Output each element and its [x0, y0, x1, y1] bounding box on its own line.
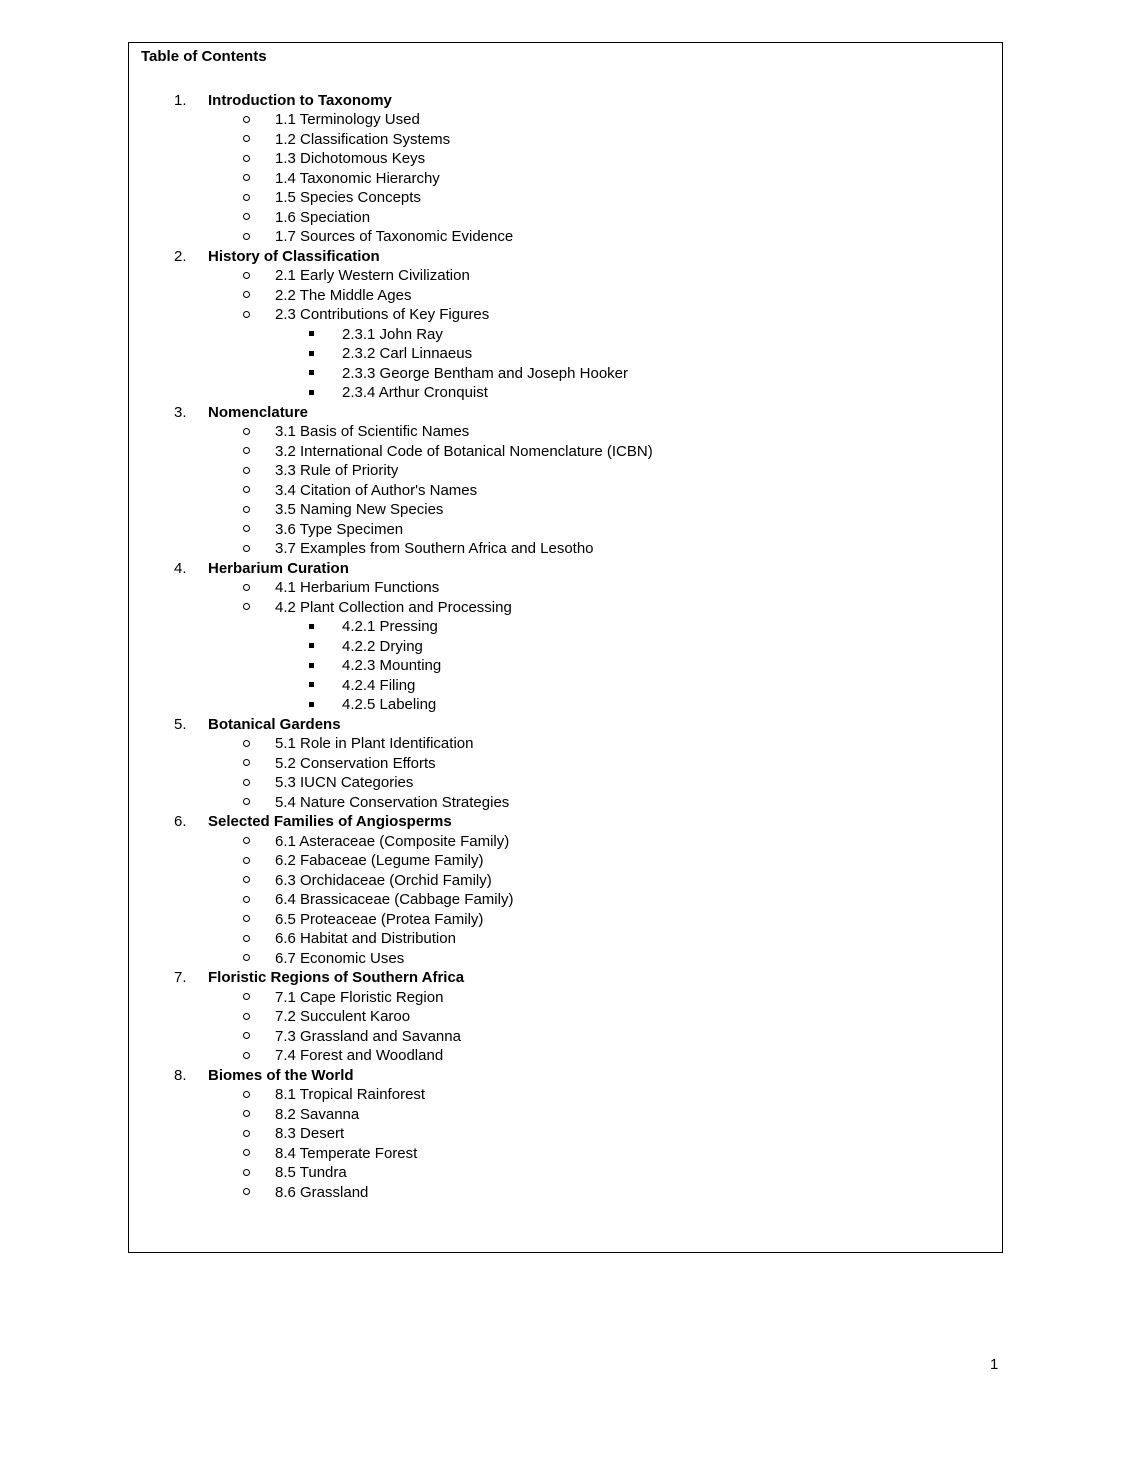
bullet-cell	[243, 773, 275, 793]
section-number: 3.	[174, 403, 187, 421]
bullet-cell	[243, 754, 275, 774]
circle-bullet-icon	[243, 740, 250, 747]
toc-item-row	[129, 305, 1002, 325]
toc-item-label: 8.5 Tundra	[275, 1164, 347, 1181]
square-bullet-icon	[309, 702, 314, 707]
toc-item-row	[129, 1085, 1002, 1105]
toc-subitem-label: 2.3.2 Carl Linnaeus	[342, 345, 473, 362]
toc-item-label: 6.3 Orchidaceae (Orchid Family)	[275, 871, 492, 889]
toc-item-row	[129, 539, 1002, 559]
bullet-cell	[309, 383, 342, 403]
bullet-cell	[309, 617, 342, 637]
circle-bullet-icon	[243, 545, 250, 552]
toc-item-row	[129, 169, 1002, 189]
circle-bullet-icon	[243, 1013, 250, 1020]
toc-item-row	[129, 442, 1002, 462]
bullet-cell	[309, 656, 342, 676]
toc-item-row	[129, 266, 1002, 286]
toc-item-label: 4.2 Plant Collection and Processing	[275, 598, 512, 616]
toc-item-label: 8.3 Desert	[275, 1125, 345, 1142]
section-title: Botanical Gardens	[208, 715, 341, 733]
section-title: Herbarium Curation	[208, 559, 349, 577]
toc-item-label: 3.3 Rule of Priority	[275, 462, 399, 479]
toc-subitem-label: 4.2.1 Pressing	[342, 618, 438, 635]
toc-item-label: 2.2 The Middle Ages	[275, 286, 412, 304]
toc-item-label: 6.5 Proteaceae (Protea Family)	[275, 910, 484, 928]
bullet-cell	[243, 988, 275, 1008]
bullet-cell	[243, 130, 275, 150]
square-bullet-icon	[309, 331, 314, 336]
circle-bullet-icon	[243, 1169, 250, 1176]
circle-bullet-icon	[243, 1032, 250, 1039]
toc-item-row	[129, 422, 1002, 442]
section-number: 1.	[174, 91, 187, 109]
toc-item-label: 5.3 IUCN Categories	[275, 774, 414, 791]
circle-bullet-icon	[243, 486, 250, 493]
circle-bullet-icon	[243, 1149, 250, 1156]
bullet-cell	[243, 110, 275, 130]
toc-item-row	[129, 851, 1002, 871]
toc-subitem-row	[129, 617, 1002, 637]
section-title: Selected Families of Angiosperms	[208, 813, 452, 830]
toc-item-row	[129, 149, 1002, 169]
toc-item-row	[129, 188, 1002, 208]
circle-bullet-icon	[243, 291, 250, 298]
circle-bullet-icon	[243, 525, 250, 532]
toc-item-row	[129, 286, 1002, 306]
toc-item-label: 3.2 International Code of Botanical Nomenclature (ICBN)	[275, 442, 653, 460]
circle-bullet-icon	[243, 857, 250, 864]
bullet-cell	[243, 500, 275, 520]
toc-section-row	[129, 1066, 1002, 1086]
square-bullet-icon	[309, 370, 314, 375]
page-number: 1	[990, 1356, 999, 1373]
toc-subitem-label: 4.2.4 Filing	[342, 676, 416, 694]
bullet-cell	[243, 1007, 275, 1027]
toc-item-label: 7.3 Grassland and Savanna	[275, 1027, 461, 1045]
toc-item-row	[129, 832, 1002, 852]
toc-item-label: 3.5 Naming New Species	[275, 501, 444, 518]
toc-item-label: 8.4 Temperate Forest	[275, 1144, 418, 1162]
bullet-cell	[243, 442, 275, 462]
circle-bullet-icon	[243, 506, 250, 513]
toc-item-row	[129, 949, 1002, 969]
circle-bullet-icon	[243, 135, 250, 142]
circle-bullet-icon	[243, 798, 250, 805]
toc-item-label: 1.6 Speciation	[275, 208, 371, 226]
square-bullet-icon	[309, 682, 314, 687]
bullet-cell	[243, 266, 275, 286]
bullet-cell	[243, 949, 275, 969]
toc-item-label: 6.2 Fabaceae (Legume Family)	[275, 852, 484, 869]
toc-subitem-label: 4.2.3 Mounting	[342, 657, 442, 674]
section-title: Floristic Regions of Southern Africa	[208, 969, 465, 986]
bullet-cell	[243, 578, 275, 598]
circle-bullet-icon	[243, 896, 250, 903]
bullet-cell	[243, 890, 275, 910]
section-title: Introduction to Taxonomy	[208, 91, 392, 109]
toc-item-label: 5.1 Role in Plant Identification	[275, 735, 474, 752]
toc-section-row	[129, 403, 1002, 423]
toc-subitem-row	[129, 344, 1002, 364]
bullet-cell	[243, 227, 275, 247]
circle-bullet-icon	[243, 759, 250, 766]
bullet-cell	[309, 676, 342, 696]
section-number: 5.	[174, 715, 187, 733]
toc-item-row	[129, 910, 1002, 930]
toc-subitem-label: 4.2.2 Drying	[342, 637, 423, 655]
bullet-cell	[243, 734, 275, 754]
circle-bullet-icon	[243, 194, 250, 201]
toc-item-label: 6.1 Asteraceae (Composite Family)	[275, 832, 510, 850]
toc-item-label: 2.1 Early Western Civilization	[275, 267, 470, 284]
toc-item-row	[129, 598, 1002, 618]
bullet-cell	[243, 305, 275, 325]
toc-list	[129, 91, 1002, 1203]
circle-bullet-icon	[243, 116, 250, 123]
toc-item-row	[129, 110, 1002, 130]
toc-item-row	[129, 1007, 1002, 1027]
circle-bullet-icon	[243, 447, 250, 454]
bullet-cell	[243, 910, 275, 930]
toc-section-row	[129, 247, 1002, 267]
bullet-cell	[243, 1183, 275, 1203]
toc-item-label: 7.4 Forest and Woodland	[275, 1047, 444, 1064]
toc-item-row	[129, 754, 1002, 774]
toc-item-row	[129, 130, 1002, 150]
section-title: Biomes of the World	[208, 1066, 354, 1084]
toc-item-label: 1.7 Sources of Taxonomic Evidence	[275, 228, 514, 245]
circle-bullet-icon	[243, 155, 250, 162]
circle-bullet-icon	[243, 1188, 250, 1195]
section-number: 8.	[174, 1066, 187, 1084]
toc-subitem-row	[129, 676, 1002, 696]
toc-item-label: 3.6 Type Specimen	[275, 520, 404, 538]
toc-item-row	[129, 1183, 1002, 1203]
circle-bullet-icon	[243, 1091, 250, 1098]
toc-item-label: 1.3 Dichotomous Keys	[275, 150, 426, 167]
circle-bullet-icon	[243, 311, 250, 318]
toc-item-row	[129, 1163, 1002, 1183]
circle-bullet-icon	[243, 233, 250, 240]
section-title: History of Classification	[208, 247, 380, 265]
toc-item-label: 4.1 Herbarium Functions	[275, 579, 440, 596]
bullet-cell	[243, 286, 275, 306]
bullet-cell	[243, 851, 275, 871]
toc-subitem-label: 4.2.5 Labeling	[342, 696, 437, 713]
toc-subitem-row	[129, 695, 1002, 715]
toc-subitem-row	[129, 383, 1002, 403]
toc-item-row	[129, 208, 1002, 228]
toc-item-row	[129, 1124, 1002, 1144]
circle-bullet-icon	[243, 213, 250, 220]
toc-item-row	[129, 773, 1002, 793]
toc-subitem-label: 2.3.3 George Bentham and Joseph Hooker	[342, 364, 629, 382]
toc-subitem-label: 2.3.4 Arthur Cronquist	[342, 384, 488, 401]
bullet-cell	[243, 871, 275, 891]
toc-item-row	[129, 461, 1002, 481]
toc-item-row	[129, 1027, 1002, 1047]
circle-bullet-icon	[243, 935, 250, 942]
bullet-cell	[243, 929, 275, 949]
toc-item-row	[129, 1105, 1002, 1125]
circle-bullet-icon	[243, 954, 250, 961]
square-bullet-icon	[309, 643, 314, 648]
bullet-cell	[243, 1085, 275, 1105]
bullet-cell	[309, 637, 342, 657]
toc-box	[128, 42, 1003, 1253]
circle-bullet-icon	[243, 1110, 250, 1117]
bullet-cell	[243, 832, 275, 852]
bullet-cell	[243, 169, 275, 189]
toc-item-row	[129, 1144, 1002, 1164]
toc-item-label: 6.6 Habitat and Distribution	[275, 930, 456, 947]
toc-item-row	[129, 793, 1002, 813]
toc-item-label: 1.2 Classification Systems	[275, 130, 451, 148]
toc-item-label: 1.4 Taxonomic Hierarchy	[275, 169, 440, 187]
bullet-cell	[243, 1163, 275, 1183]
bullet-cell	[243, 1105, 275, 1125]
circle-bullet-icon	[243, 174, 250, 181]
circle-bullet-icon	[243, 584, 250, 591]
toc-item-row	[129, 871, 1002, 891]
circle-bullet-icon	[243, 467, 250, 474]
circle-bullet-icon	[243, 876, 250, 883]
bullet-cell	[243, 481, 275, 501]
toc-item-row	[129, 988, 1002, 1008]
circle-bullet-icon	[243, 603, 250, 610]
circle-bullet-icon	[243, 272, 250, 279]
bullet-cell	[243, 520, 275, 540]
toc-item-row	[129, 500, 1002, 520]
bullet-cell	[243, 598, 275, 618]
bullet-cell	[243, 793, 275, 813]
toc-subitem-row	[129, 364, 1002, 384]
toc-item-label: 8.6 Grassland	[275, 1183, 369, 1201]
circle-bullet-icon	[243, 1052, 250, 1059]
toc-section-row	[129, 559, 1002, 579]
toc-item-label: 6.4 Brassicaceae (Cabbage Family)	[275, 891, 514, 908]
bullet-cell	[309, 344, 342, 364]
toc-subitem-row	[129, 656, 1002, 676]
bullet-cell	[243, 1124, 275, 1144]
toc-section-row	[129, 91, 1002, 111]
section-number: 2.	[174, 247, 187, 265]
toc-item-row	[129, 734, 1002, 754]
toc-item-label: 3.7 Examples from Southern Africa and Lesotho	[275, 540, 594, 557]
toc-section-row	[129, 812, 1002, 832]
section-number: 6.	[174, 813, 187, 830]
bullet-cell	[243, 1027, 275, 1047]
toc-item-label: 1.1 Terminology Used	[275, 111, 420, 128]
toc-subitem-row	[129, 325, 1002, 345]
circle-bullet-icon	[243, 428, 250, 435]
toc-item-label: 7.2 Succulent Karoo	[275, 1008, 411, 1025]
bullet-cell	[243, 461, 275, 481]
toc-item-row	[129, 520, 1002, 540]
section-number: 4.	[174, 559, 187, 577]
page-title: Table of Contents	[141, 48, 267, 65]
bullet-cell	[243, 422, 275, 442]
bullet-cell	[243, 1046, 275, 1066]
toc-item-row	[129, 227, 1002, 247]
bullet-cell	[243, 149, 275, 169]
bullet-cell	[309, 325, 342, 345]
circle-bullet-icon	[243, 1130, 250, 1137]
toc-item-row	[129, 1046, 1002, 1066]
toc-item-label: 8.1 Tropical Rainforest	[275, 1086, 426, 1103]
bullet-cell	[243, 188, 275, 208]
bullet-cell	[309, 364, 342, 384]
toc-item-row	[129, 890, 1002, 910]
toc-item-row	[129, 481, 1002, 501]
bullet-cell	[243, 1144, 275, 1164]
section-title: Nomenclature	[208, 403, 309, 421]
toc-item-label: 1.5 Species Concepts	[275, 189, 421, 206]
square-bullet-icon	[309, 663, 314, 668]
toc-item-label: 3.1 Basis of Scientific Names	[275, 423, 470, 440]
circle-bullet-icon	[243, 837, 250, 844]
toc-item-label: 2.3 Contributions of Key Figures	[275, 306, 490, 323]
bullet-cell	[309, 695, 342, 715]
circle-bullet-icon	[243, 915, 250, 922]
toc-item-row	[129, 929, 1002, 949]
section-number: 7.	[174, 969, 187, 986]
bullet-cell	[243, 208, 275, 228]
circle-bullet-icon	[243, 779, 250, 786]
circle-bullet-icon	[243, 993, 250, 1000]
toc-item-label: 5.2 Conservation Efforts	[275, 754, 436, 772]
toc-item-label: 5.4 Nature Conservation Strategies	[275, 793, 510, 811]
square-bullet-icon	[309, 351, 314, 356]
square-bullet-icon	[309, 624, 314, 629]
toc-subitem-label: 2.3.1 John Ray	[342, 325, 443, 343]
bullet-cell	[243, 539, 275, 559]
toc-item-label: 6.7 Economic Uses	[275, 949, 405, 967]
toc-item-label: 8.2 Savanna	[275, 1105, 360, 1123]
toc-item-row	[129, 578, 1002, 598]
toc-subitem-row	[129, 637, 1002, 657]
toc-item-label: 7.1 Cape Floristic Region	[275, 988, 444, 1006]
square-bullet-icon	[309, 390, 314, 395]
toc-section-row	[129, 715, 1002, 735]
toc-section-row	[129, 968, 1002, 988]
toc-item-label: 3.4 Citation of Author's Names	[275, 481, 478, 499]
